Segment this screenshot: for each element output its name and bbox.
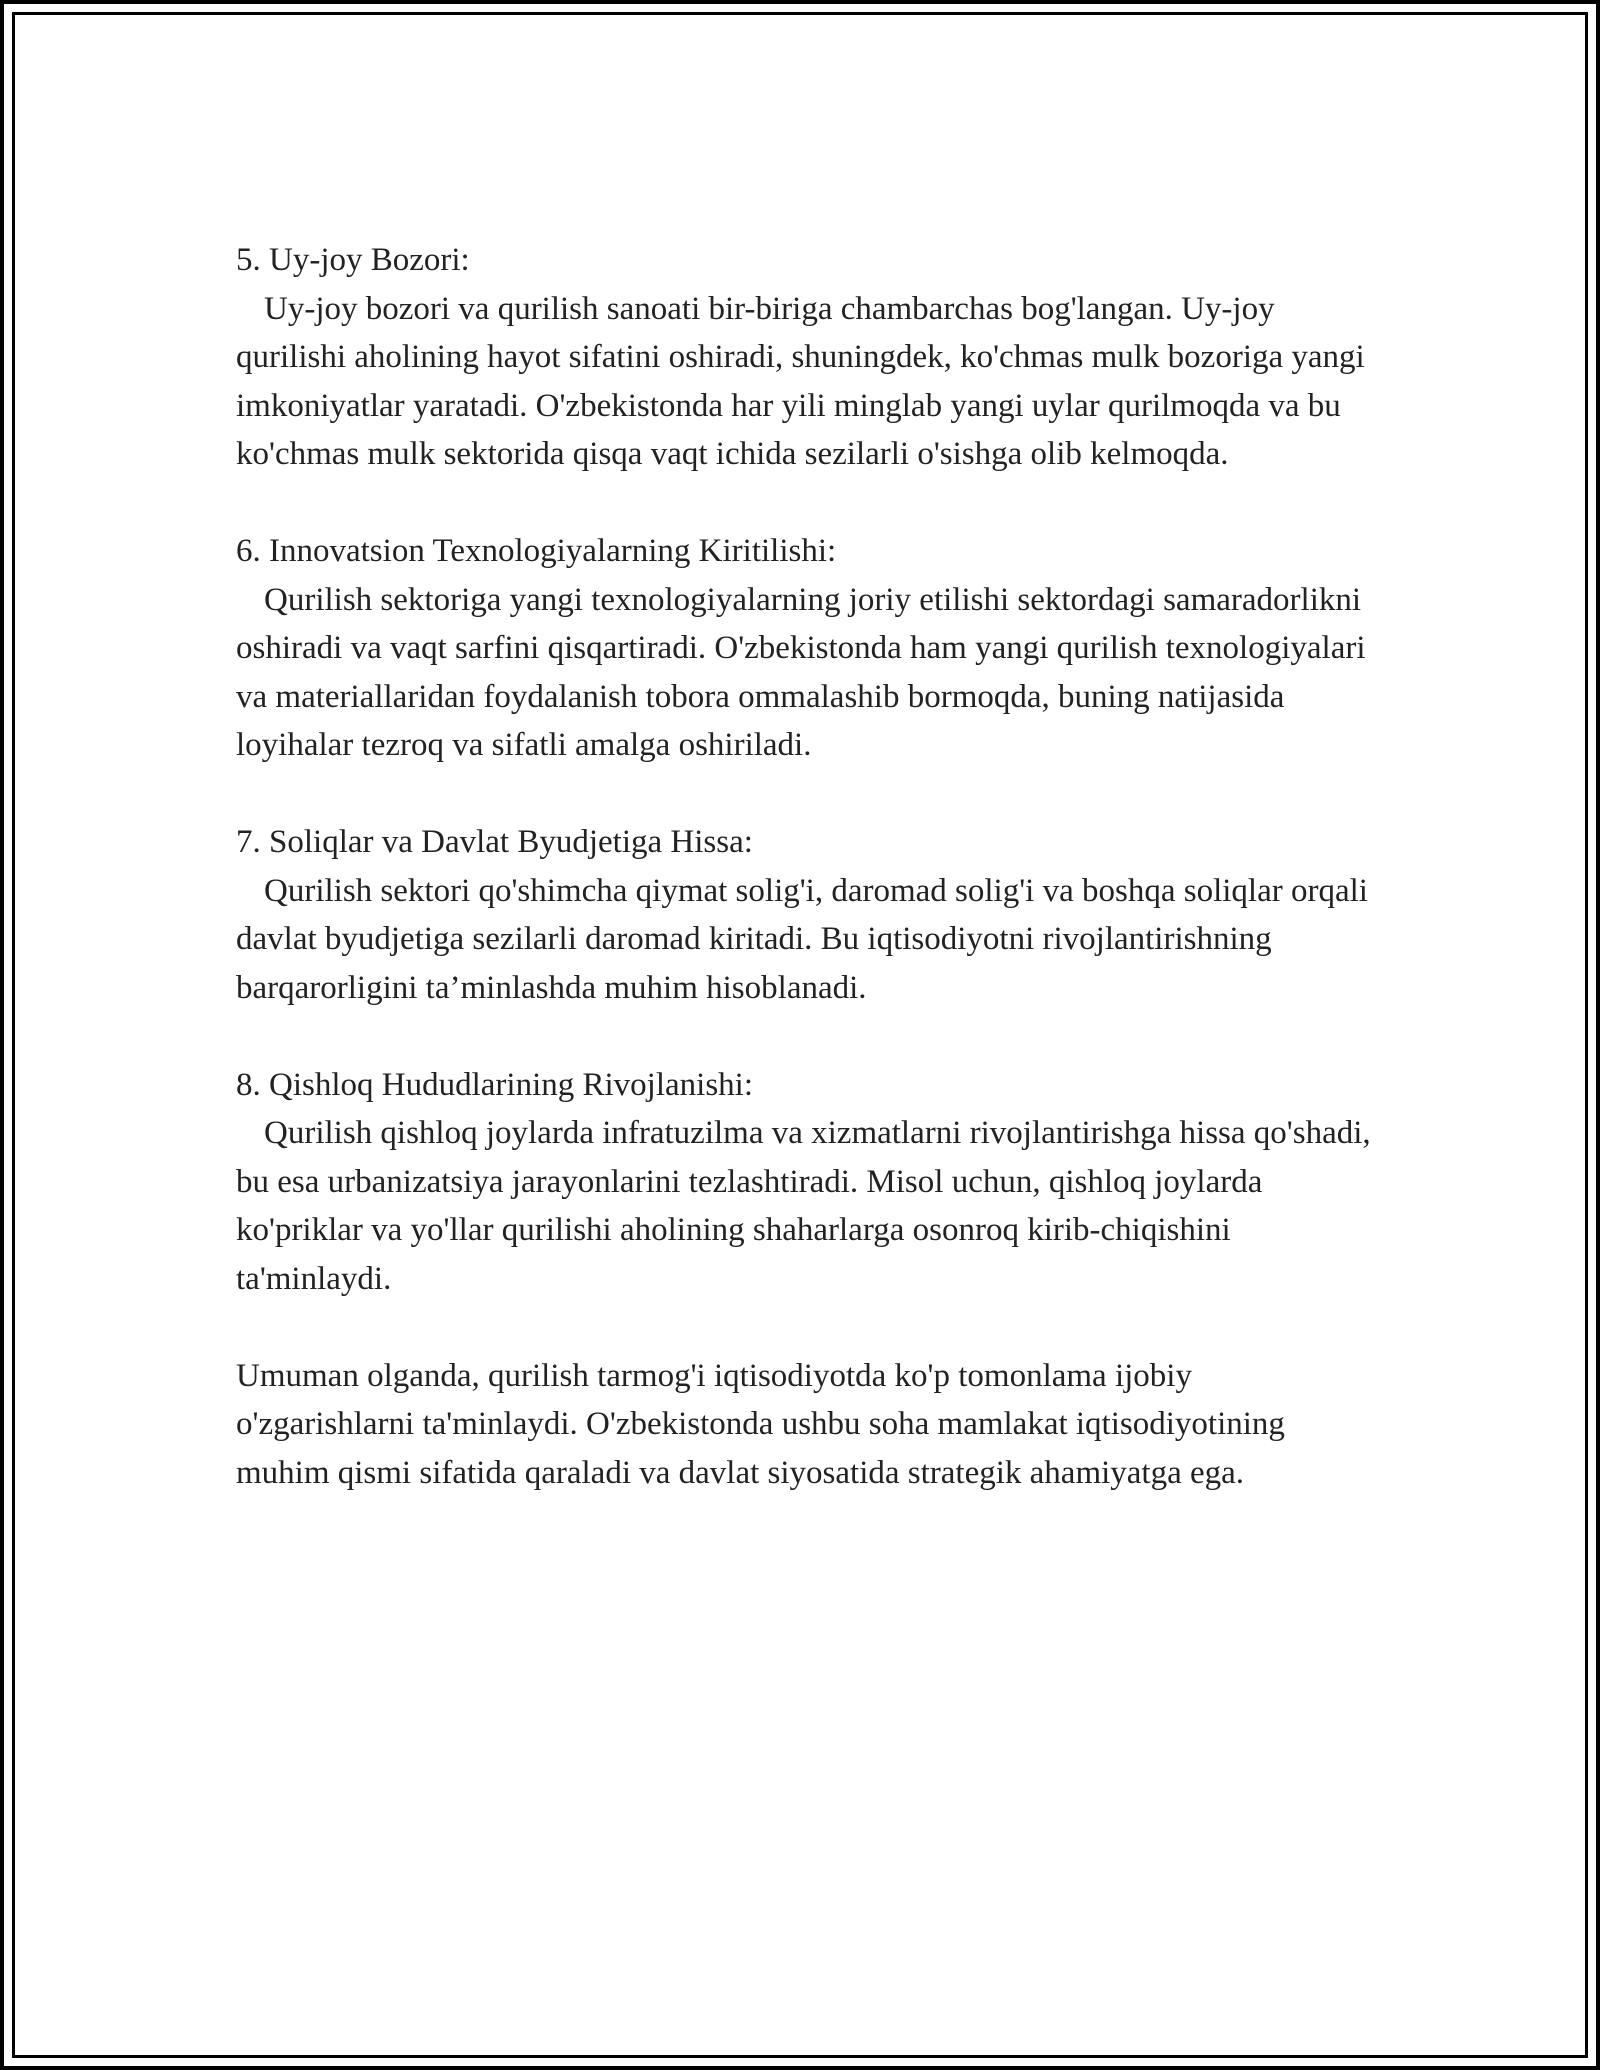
- section-heading: 7. Soliqlar va Davlat Byudjetiga Hissa:: [236, 824, 753, 860]
- section-paragraph: Qurilish qishloq joylarda infratuzilma va xizmatlarni rivojlantirishga hissa qo'shadi, bu esa urbanizatsiya jarayonlarini tezlashtiradi. Misol uchun, qishloq joylarda ko'priklar va yo'llar qurilishi aholining shaharlarga osonroq kirib-chiqishini ta'minlaydi.: [236, 1115, 1371, 1297]
- document-body: [236, 236, 1376, 1497]
- section-paragraph: Uy-joy bozori va qurilish sanoati bir-biriga chambarchas bog'langan. Uy-joy qurilishi aholining hayot sifatini oshiradi, shuningdek, ko'chmas mulk bozoriga yangi imkoniyatlar yaratadi. O'zbekistonda har yili minglab yangi uylar qurilmoqda va bu ko'chmas mulk sektorida qisqa vaqt ichida sezilarli o'sishga olib kelmoqda.: [236, 290, 1365, 472]
- conclusion-paragraph: Umuman olganda, qurilish tarmog'i iqtisodiyotda ko'p tomonlama ijobiy o'zgarishlarni ta'minlaydi. O'zbekistonda ushbu soha mamlakat iqtisodiyotining muhim qismi sifatida qaraladi va davlat siyosatida strategik ahamiyatga ega.: [236, 1357, 1285, 1491]
- section-heading: 8. Qishloq Hududlarining Rivojlanishi:: [236, 1066, 753, 1103]
- section-rural-development: [236, 1061, 1376, 1304]
- section-heading: 6. Innovatsion Texnologiyalarning Kiritilishi:: [236, 533, 837, 569]
- section-paragraph: Qurilish sektori qo'shimcha qiymat solig'i, daromad solig'i va boshqa soliqlar orqali davlat byudjetiga sezilarli daromad kiritadi. Bu iqtisodiyotni rivojlantirishning barqarorligini ta’minlashda muhim hisoblanadi.: [236, 872, 1368, 1006]
- section-innovative-technologies: [236, 527, 1376, 770]
- section-housing-market: [236, 236, 1376, 479]
- section-taxes-budget: [236, 818, 1376, 1012]
- section-paragraph: Qurilish sektoriga yangi texnologiyalarning joriy etilishi sektordagi samaradorlikni oshiradi va vaqt sarfini qisqartiradi. O'zbekistonda ham yangi qurilish texnologiyalari va materiallaridan foydalanish tobora ommalashib bormoqda, buning natijasida loyihalar tezroq va sifatli amalga oshiriladi.: [236, 581, 1366, 763]
- section-heading: 5. Uy-joy Bozori:: [236, 242, 470, 278]
